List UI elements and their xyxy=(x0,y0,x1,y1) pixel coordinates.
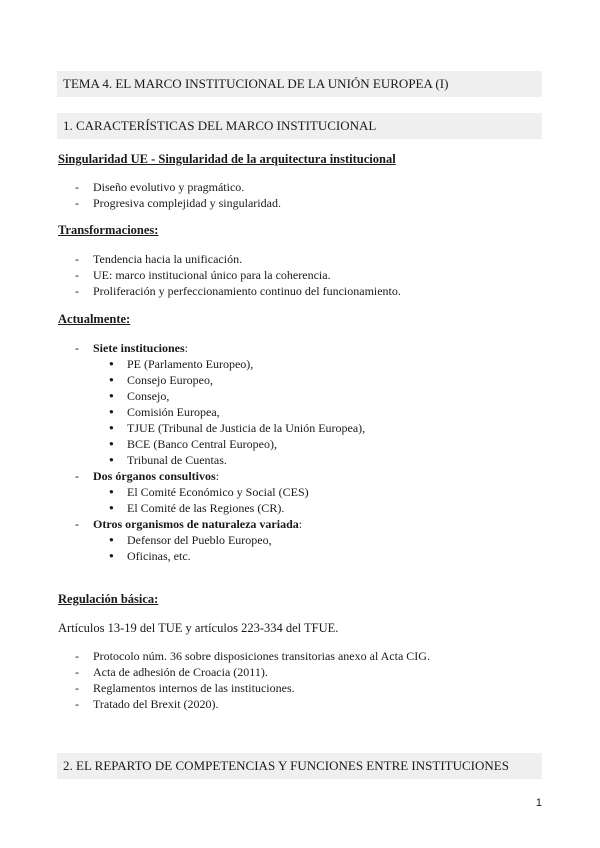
list-item: ● Comisión Europea, xyxy=(109,404,365,420)
singularidad-heading: Singularidad UE - Singularidad de la arquitectura institucional xyxy=(58,152,396,166)
section-2-banner: 2. EL REPARTO DE COMPETENCIAS Y FUNCIONES ENTRE INSTITUCIONES xyxy=(57,753,542,779)
list-item: - UE: marco institucional único para la coherencia. xyxy=(75,267,401,283)
list-item: ● TJUE (Tribunal de Justicia de la Unión Europea), xyxy=(109,420,365,436)
list-item: - Reglamentos internos de las instituciones. xyxy=(75,680,430,696)
transformaciones-list xyxy=(75,251,401,299)
instituciones-sublist xyxy=(93,356,365,468)
list-item: ● Defensor del Pueblo Europeo, xyxy=(109,532,365,548)
list-item: ● Consejo, xyxy=(109,388,365,404)
list-item: - Acta de adhesión de Croacia (2011). xyxy=(75,664,430,680)
topic-title-banner: TEMA 4. EL MARCO INSTITUCIONAL DE LA UNIÓN EUROPEA (I) xyxy=(57,71,542,97)
list-item: ● Consejo Europeo, xyxy=(109,372,365,388)
group-label: Otros organismos de naturaleza variada xyxy=(93,517,299,531)
otros-sublist xyxy=(93,532,365,564)
list-item-otros xyxy=(75,516,365,564)
actualmente-list xyxy=(75,340,365,564)
list-item-organos xyxy=(75,468,365,516)
group-suffix: : xyxy=(298,517,303,531)
list-item: ● El Comité Económico y Social (CES) xyxy=(109,484,365,500)
transformaciones-heading: Transformaciones: xyxy=(58,223,159,237)
page-number: 1 xyxy=(535,797,542,809)
list-item: - Progresiva complejidad y singularidad. xyxy=(75,195,281,211)
regulacion-heading: Regulación básica: xyxy=(58,592,159,606)
list-item: ● PE (Parlamento Europeo), xyxy=(109,356,365,372)
actualmente-heading: Actualmente: xyxy=(58,312,131,326)
list-item: ● Tribunal de Cuentas. xyxy=(109,452,365,468)
singularidad-list xyxy=(75,179,281,211)
regulacion-paragraph: Artículos 13-19 del TUE y artículos 223-334 del TFUE. xyxy=(58,621,339,635)
regulacion-list xyxy=(75,648,430,712)
list-item: - Tratado del Brexit (2020). xyxy=(75,696,430,712)
list-item: ● El Comité de las Regiones (CR). xyxy=(109,500,365,516)
list-item: ● BCE (Banco Central Europeo), xyxy=(109,436,365,452)
list-item-instituciones xyxy=(75,340,365,468)
group-label: Siete instituciones xyxy=(93,341,185,355)
list-item: - Tendencia hacia la unificación. xyxy=(75,251,401,267)
group-label: Dos órganos consultivos xyxy=(93,469,216,483)
organos-sublist xyxy=(93,484,365,516)
list-item: - Protocolo núm. 36 sobre disposiciones transitorias anexo al Acta CIG. xyxy=(75,648,430,664)
list-item: ● Oficinas, etc. xyxy=(109,548,365,564)
group-suffix: : xyxy=(215,469,220,483)
list-item: - Diseño evolutivo y pragmático. xyxy=(75,179,281,195)
list-item: - Proliferación y perfeccionamiento continuo del funcionamiento. xyxy=(75,283,401,299)
group-suffix: : xyxy=(184,341,189,355)
section-1-banner: 1. CARACTERÍSTICAS DEL MARCO INSTITUCIONAL xyxy=(57,113,542,139)
